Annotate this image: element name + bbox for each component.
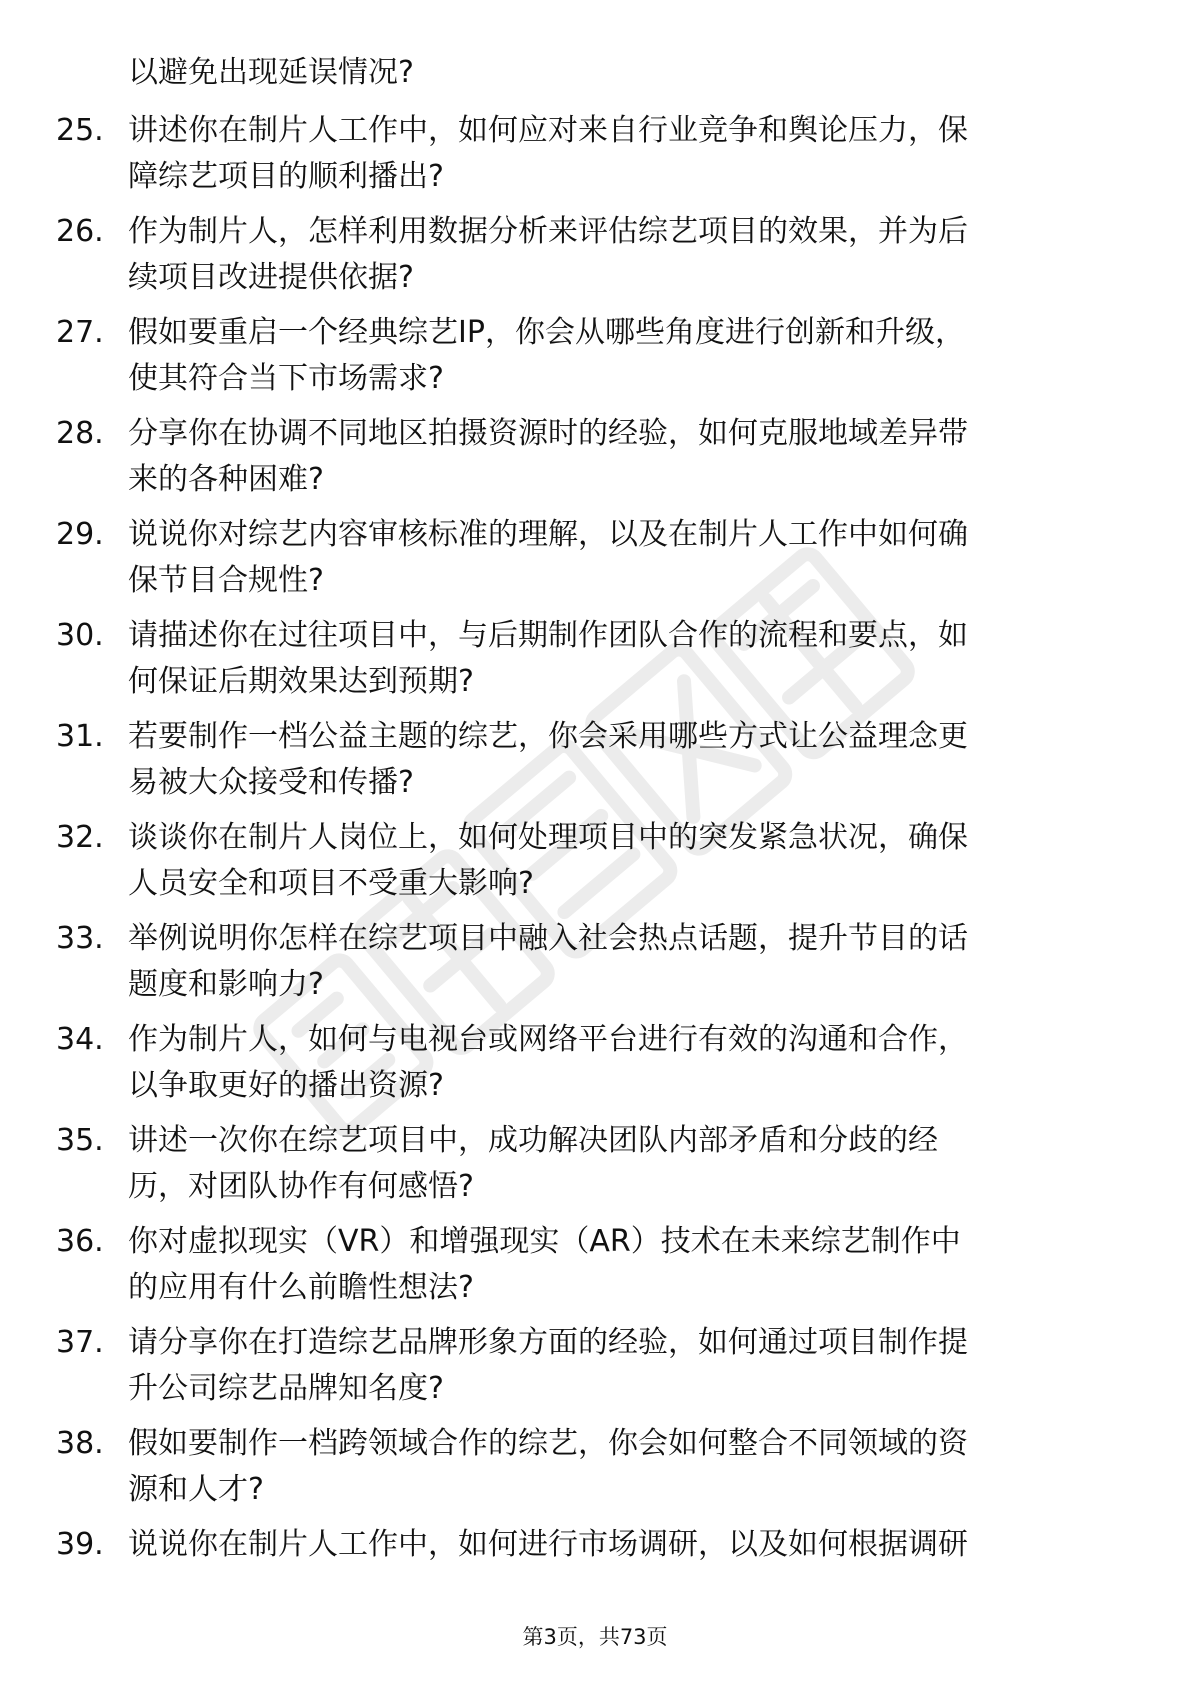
- question-number: 39.: [56, 1527, 104, 1562]
- page-footer: 第3页，共73页: [522, 1625, 668, 1649]
- question-line: 易被大众接受和传播?: [128, 765, 414, 800]
- question-number: 26.: [56, 214, 104, 249]
- question-line: 使其符合当下市场需求?: [128, 361, 444, 396]
- question-text: [128, 815, 1128, 907]
- question-number: 28.: [56, 416, 104, 451]
- question-item: [0, 916, 1190, 1017]
- question-text: [128, 1421, 1128, 1513]
- question-line: 历，对团队协作有何感悟?: [128, 1169, 474, 1204]
- question-text: [128, 613, 1128, 705]
- question-item: [0, 512, 1190, 613]
- question-line: 假如要制作一档跨领域合作的综艺，你会如何整合不同领域的资: [128, 1426, 968, 1461]
- question-text: [128, 209, 1128, 301]
- question-item: [0, 108, 1190, 209]
- question-number: 33.: [56, 921, 104, 956]
- question-number: 25.: [56, 113, 104, 148]
- question-item: [0, 1320, 1190, 1421]
- question-line: 源和人才?: [128, 1472, 264, 1507]
- question-item: [0, 815, 1190, 916]
- question-line: 人员安全和项目不受重大影响?: [128, 866, 534, 901]
- question-number: 32.: [56, 820, 104, 855]
- question-number: 27.: [56, 315, 104, 350]
- question-number: 38.: [56, 1426, 104, 1461]
- question-number: 30.: [56, 618, 104, 653]
- question-text: [128, 1320, 1128, 1412]
- question-line: 作为制片人，如何与电视台或网络平台进行有效的沟通和合作，: [128, 1022, 968, 1057]
- question-line: 你对虚拟现实（VR）和增强现实（AR）技术在未来综艺制作中: [128, 1224, 961, 1259]
- question-line: 分享你在协调不同地区拍摄资源时的经验，如何克服地域差异带: [128, 416, 968, 451]
- question-text: [128, 916, 1128, 1008]
- question-list: [0, 108, 1190, 1623]
- question-line: 障综艺项目的顺利播出?: [128, 159, 444, 194]
- question-number: 36.: [56, 1224, 104, 1259]
- question-text: [128, 1219, 1128, 1311]
- continuation-line: 以避免出现延误情况?: [128, 55, 414, 90]
- question-line: 的应用有什么前瞻性想法?: [128, 1270, 474, 1305]
- question-line: 保节目合规性?: [128, 563, 324, 598]
- question-item: [0, 310, 1190, 411]
- question-text: [128, 714, 1128, 806]
- question-number: 35.: [56, 1123, 104, 1158]
- question-text: [128, 411, 1128, 503]
- question-line: 何保证后期效果达到预期?: [128, 664, 474, 699]
- question-line: 请分享你在打造综艺品牌形象方面的经验，如何通过项目制作提: [128, 1325, 968, 1360]
- question-text: [128, 1522, 1128, 1568]
- question-line: 以争取更好的播出资源?: [128, 1068, 444, 1103]
- question-line: 讲述你在制片人工作中，如何应对来自行业竞争和舆论压力，保: [128, 113, 968, 148]
- question-line: 升公司综艺品牌知名度?: [128, 1371, 444, 1406]
- question-line: 谈谈你在制片人岗位上，如何处理项目中的突发紧急状况，确保: [128, 820, 968, 855]
- question-text: [128, 512, 1128, 604]
- question-line: 续项目改进提供依据?: [128, 260, 414, 295]
- question-item: [0, 411, 1190, 512]
- question-line: 来的各种困难?: [128, 462, 324, 497]
- question-line: 题度和影响力?: [128, 967, 324, 1002]
- question-item: [0, 1017, 1190, 1118]
- question-number: 29.: [56, 517, 104, 552]
- question-line: 说说你对综艺内容审核标准的理解，以及在制片人工作中如何确: [128, 517, 968, 552]
- question-item: [0, 1421, 1190, 1522]
- question-item: [0, 209, 1190, 310]
- question-text: [128, 108, 1128, 200]
- question-line: 讲述一次你在综艺项目中，成功解决团队内部矛盾和分歧的经: [128, 1123, 938, 1158]
- question-text: [128, 1118, 1128, 1210]
- question-line: 说说你在制片人工作中，如何进行市场调研，以及如何根据调研: [128, 1527, 968, 1562]
- question-line: 若要制作一档公益主题的综艺，你会采用哪些方式让公益理念更: [128, 719, 968, 754]
- question-text: [128, 1017, 1128, 1109]
- question-item: [0, 1522, 1190, 1623]
- question-number: 34.: [56, 1022, 104, 1057]
- question-number: 37.: [56, 1325, 104, 1360]
- question-line: 举例说明你怎样在综艺项目中融入社会热点话题，提升节目的话: [128, 921, 968, 956]
- question-item: [0, 1219, 1190, 1320]
- question-line: 作为制片人，怎样利用数据分析来评估综艺项目的效果，并为后: [128, 214, 968, 249]
- question-text: [128, 310, 1128, 402]
- question-item: [0, 613, 1190, 714]
- question-item: [0, 714, 1190, 815]
- question-item: [0, 1118, 1190, 1219]
- question-number: 31.: [56, 719, 104, 754]
- question-line: 请描述你在过往项目中，与后期制作团队合作的流程和要点，如: [128, 618, 968, 653]
- question-line: 假如要重启一个经典综艺IP，你会从哪些角度进行创新和升级，: [128, 315, 965, 350]
